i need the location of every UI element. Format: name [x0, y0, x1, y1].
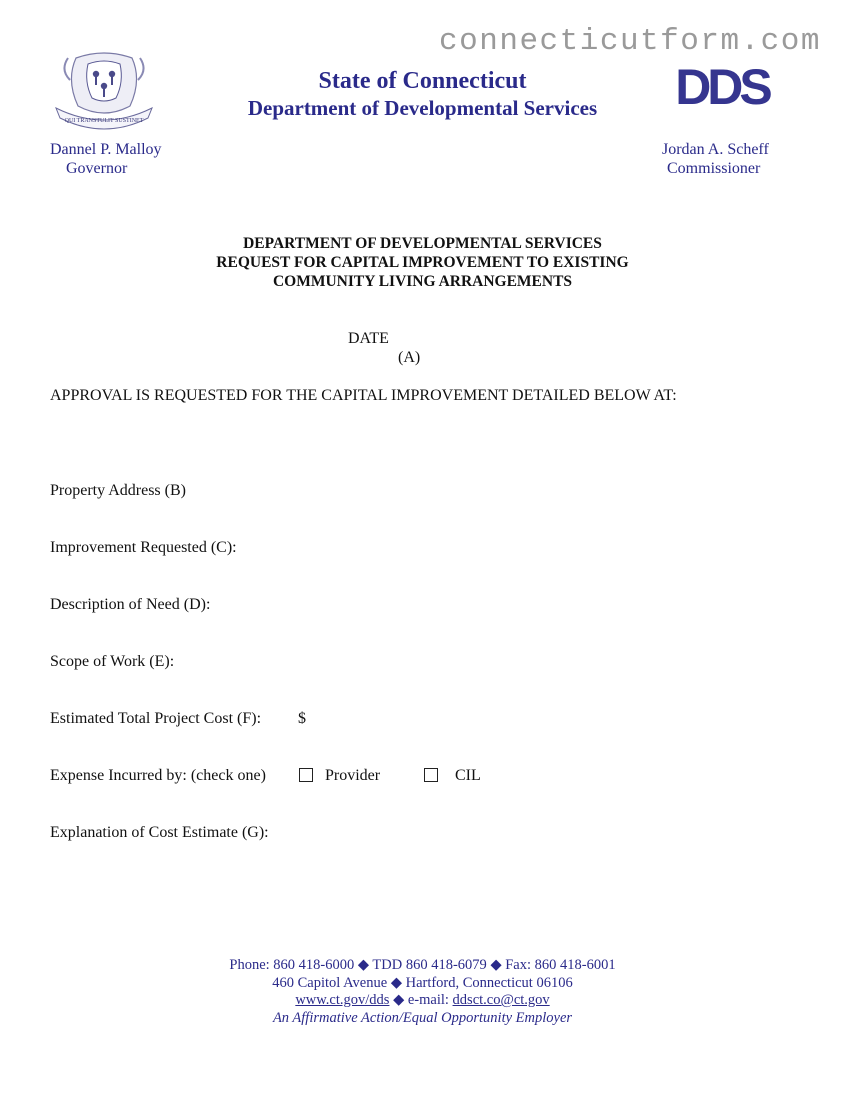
footer-address-line [0, 975, 845, 993]
form-title-line-3: COMMUNITY LIVING ARRANGEMENTS [272, 273, 573, 290]
improvement-requested-field[interactable]: Improvement Requested (C): [50, 539, 237, 556]
expense-incurred-label: Expense Incurred by: (check one) [50, 767, 266, 784]
footer-tdd: TDD 860 418-6079 [372, 957, 487, 973]
scope-of-work-field[interactable]: Scope of Work (E): [50, 653, 175, 670]
footer-street: 460 Capitol Avenue [272, 974, 388, 991]
diamond-icon: ◆ [357, 957, 370, 973]
estimated-cost-label: Estimated Total Project Cost (F): [50, 710, 262, 727]
dds-logo-icon [660, 62, 785, 110]
footer-city: Hartford, Connecticut 06106 [405, 974, 573, 991]
description-of-need-field[interactable]: Description of Need (D): [50, 596, 211, 613]
governor-block [50, 140, 162, 178]
property-address-field[interactable]: Property Address (B) [50, 482, 186, 499]
date-field-marker[interactable]: (A) [398, 349, 421, 366]
cil-option[interactable] [424, 767, 481, 785]
svg-text:QUI TRANSTULIT SUSTINET: QUI TRANSTULIT SUSTINET [64, 118, 144, 124]
footer-fax: Fax: 860 418-6001 [505, 957, 616, 973]
estimated-cost-input[interactable]: $ [298, 710, 306, 727]
commissioner-name: Jordan A. Scheff [662, 141, 769, 158]
diamond-icon: ◆ [390, 974, 402, 991]
form-title [0, 234, 845, 291]
commissioner-block [662, 140, 769, 178]
footer-motto: An Affirmative Action/Equal Opportunity Employer [272, 1009, 573, 1026]
provider-option[interactable] [299, 767, 380, 785]
department-name: Department of Developmental Services [247, 96, 598, 120]
footer-web-line [0, 992, 845, 1010]
footer [0, 957, 845, 1027]
cil-checkbox[interactable] [424, 768, 438, 782]
footer-phone: Phone: 860 418-6000 [229, 957, 355, 973]
provider-checkbox[interactable] [299, 768, 313, 782]
state-name: State of Connecticut [318, 68, 527, 94]
website-link[interactable]: www.ct.gov/dds [295, 992, 390, 1008]
cil-label: CIL [455, 767, 481, 784]
email-link[interactable]: ddsct.co@ct.gov [452, 992, 550, 1008]
diamond-icon: ◆ [393, 992, 405, 1008]
governor-name: Dannel P. Malloy [50, 141, 162, 158]
date-label: DATE [348, 330, 389, 347]
form-title-line-1: DEPARTMENT OF DEVELOPMENTAL SERVICES [243, 235, 602, 252]
footer-contact-line [0, 957, 845, 975]
watermark: connecticutform.com [439, 24, 821, 59]
form-title-line-2: REQUEST FOR CAPITAL IMPROVEMENT TO EXISTING [216, 254, 629, 271]
governor-title: Governor [66, 160, 128, 177]
provider-label: Provider [325, 767, 381, 784]
commissioner-title: Commissioner [667, 160, 761, 177]
email-label: e-mail: [407, 992, 449, 1008]
state-seal-icon [50, 50, 158, 132]
approval-statement: APPROVAL IS REQUESTED FOR THE CAPITAL IMPROVEMENT DETAILED BELOW AT: [50, 387, 677, 404]
svg-text:DDS: DDS [675, 62, 769, 110]
cost-explanation-field[interactable]: Explanation of Cost Estimate (G): [50, 824, 269, 841]
diamond-icon: ◆ [490, 957, 502, 973]
